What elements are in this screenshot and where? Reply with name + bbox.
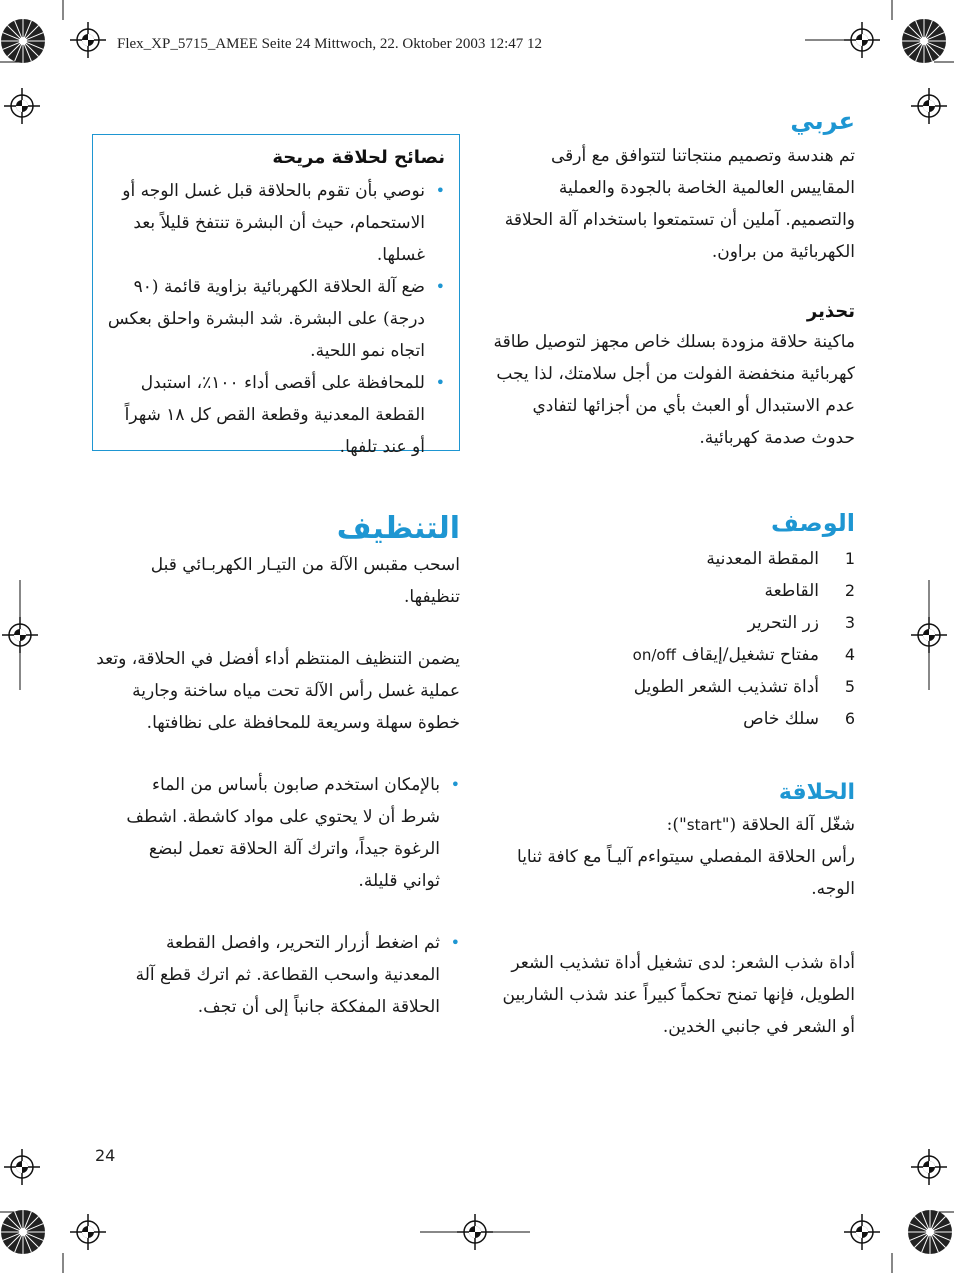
list-item: • ضع آلة الحلاقة الكهربائية بزاوية قائمة (٩٠ درجة) على البشرة. شد البشرة واحلق بعكس اتجاه نمو اللحية.	[107, 271, 445, 367]
cleaning-section	[92, 512, 460, 1023]
trimmer-paragraph: أداة شذب الشعر: لدى تشغيل أداة تشذيب الشعر الطويل، فإنها تمنح تحكماً كبيراً عند شذب الشاربين أو الشعر في جانبي الخدين.	[502, 952, 855, 1037]
tips-box	[92, 134, 460, 457]
intro-paragraph: تم هندسة وتصميم منتجاتنا لتتوافق مع أرقى المقاييس العالمية الخاصة بالجودة والعملية والتصميم. آملين أن تستمتعوا باستخدام آلة الحلاقة الكهربائية من براون.	[504, 146, 855, 263]
shaving-title: الحلاقة	[778, 779, 855, 805]
tips-list	[107, 175, 445, 463]
cleaning-paragraph-2: يضمن التنظيف المنتظم أداء أفضل في الحلاقة، وتعد عملية غسل رأس الآلة تحت مياه ساخنة وجارية خطوة سهلة وسريعة للمحافظة على نظافتها.	[96, 649, 460, 733]
bullet-icon: •	[435, 373, 445, 392]
list-item: 3 زر التحرير	[747, 612, 855, 633]
list-item: • نوصي بأن تقوم بالحلاقة قبل غسل الوجه أو الاستحمام، حيث أن البشرة تنتفخ قليلاً بعد غسلها.	[107, 175, 445, 271]
language-title: عربي	[790, 107, 855, 135]
description-list	[488, 543, 855, 735]
shaving-start-line: شغّل آلة الحلاقة ("start"):	[666, 814, 855, 835]
on-off-label: on/off	[632, 645, 676, 664]
tips-title: نصائح لحلاقة مريحة	[272, 147, 445, 168]
description-title: الوصف	[770, 509, 855, 538]
bullet-icon: •	[450, 775, 460, 794]
list-item: • للمحافظة على أقصى أداء ١٠٠٪، استبدل القطعة المعدنية وقطعة القص كل ١٨ شهراً أو عند تلفها.	[107, 367, 445, 463]
list-item: • ثم اضغط أزرار التحرير، وافصل القطعة المعدنية واسحب القطاعة. ثم اترك قطع آلة الحلاقة المفككة جانباً إلى أن تجف.	[110, 927, 460, 1023]
list-item: 1 المقطة المعدنية	[706, 548, 855, 569]
shaving-paragraph: رأس الحلاقة المفصلي سيتواءم آليـاً مع كافة ثنايا الوجه.	[517, 846, 855, 899]
list-item: 2 القاطعة	[764, 580, 855, 601]
bullet-icon: •	[450, 933, 460, 952]
cleaning-title: التنظيف	[336, 511, 460, 546]
warning-paragraph: ماكينة حلاقة مزودة بسلك خاص مجهز لتوصيل طاقة كهربائية منخفضة الفولت من أجل سلامتك، لذا يجب عدم الاستبدال أو العبث بأي من أجزائها لتفادي حدوث صدمة كهربائية.	[493, 332, 855, 449]
print-header: Flex_XP_5715_AMEE Seite 24 Mittwoch, 22. Oktober 2003 12:47 12	[117, 36, 542, 52]
list-item: • بالإمكان استخدم صابون بأساس من الماء شرط أن لا يحتوي على مواد كاشطة. اشطف الرغوة جيداً، واترك آلة الحلاقة تعمل لبضع ثواني قليلة.	[110, 769, 460, 897]
cleaning-list	[92, 769, 460, 1023]
bullet-icon: •	[435, 181, 445, 200]
list-item: 4 مفتاح تشغيل/إيقاف on/off	[488, 639, 855, 671]
page-number: 24	[95, 1146, 116, 1165]
cleaning-paragraph-1: اسحب مقبس الآلة من التيـار الكهربـائي قبل تنظيفها.	[150, 555, 460, 607]
warning-title: تحذير	[806, 301, 855, 323]
list-item: 5 أداة تشذيب الشعر الطويل	[633, 676, 855, 697]
right-column	[488, 108, 855, 1043]
list-item: 6 سلك خاص	[743, 708, 855, 729]
bullet-icon: •	[435, 277, 445, 296]
